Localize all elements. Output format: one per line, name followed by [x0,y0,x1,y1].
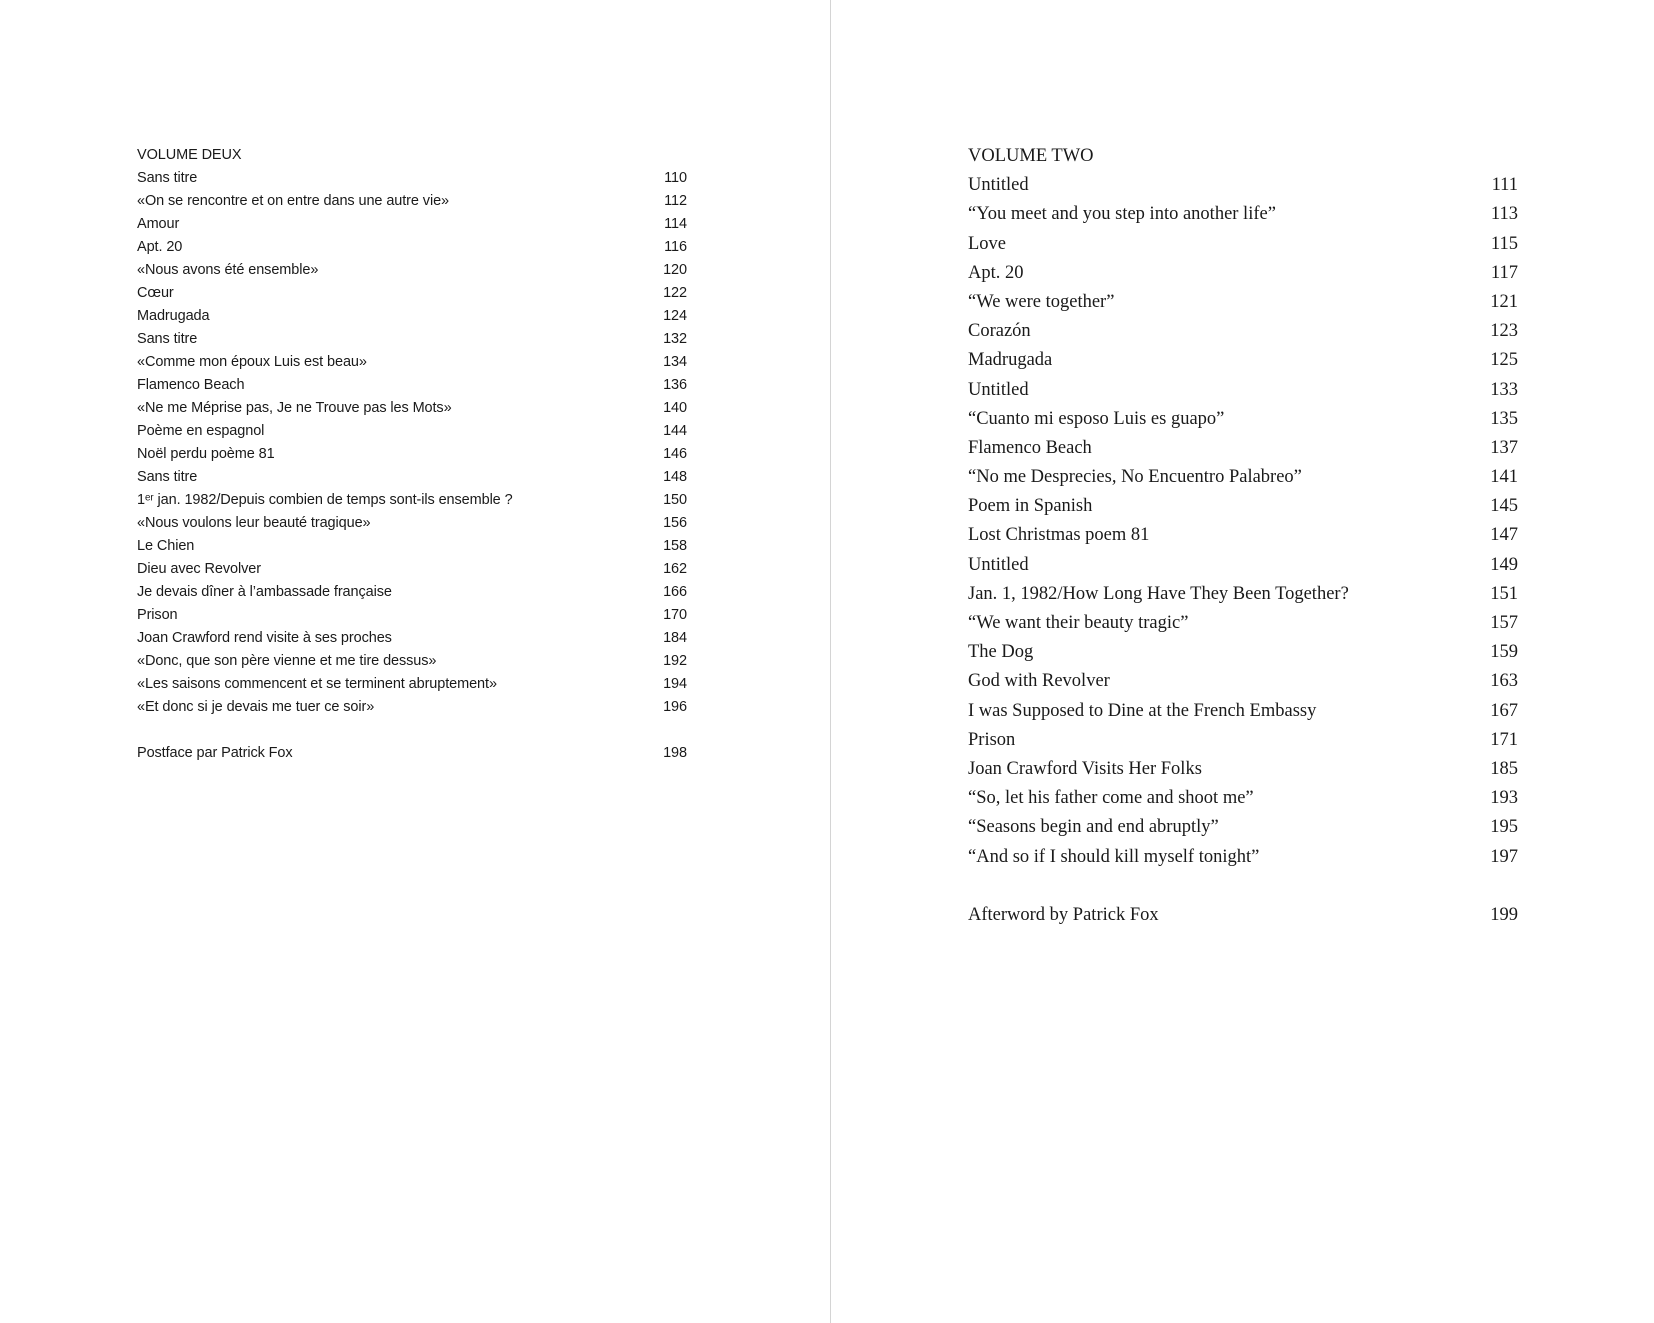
toc-entry [968,492,1518,521]
toc-entry-page: 116 [664,239,687,255]
toc-entry-page: 125 [1490,350,1518,371]
toc-entry-page: 122 [663,285,687,301]
toc-entry [968,171,1518,200]
left-page-toc [137,144,687,765]
toc-entry-page: 162 [663,561,687,577]
toc-entry [968,288,1518,317]
toc-entry [968,317,1518,346]
toc-entry-page: 113 [1490,204,1518,225]
toc-entry-page: 195 [1490,817,1518,838]
toc-entry [968,551,1518,580]
toc-entry [968,405,1518,434]
toc-entry [137,443,687,466]
toc-entry-page: 170 [663,607,687,623]
toc-entry [137,466,687,489]
toc-entry [968,200,1518,229]
left-volume-title: VOLUME DEUX [137,147,242,163]
toc-entry-page: 136 [663,377,687,393]
toc-entry-title: «Et donc si je devais me tuer ce soir» [137,699,375,715]
toc-entry-page: 137 [1490,437,1518,458]
toc-entry-page: 149 [1490,554,1518,575]
toc-entry-title: Noël perdu poème 81 [137,446,275,462]
toc-entry-page: 147 [1490,525,1518,546]
toc-entry-title: Le Chien [137,538,195,554]
toc-entry-title: «Donc, que son père vienne et me tire dessus» [137,653,437,669]
page-gutter [830,0,831,1323]
toc-entry-title: “We were together” [968,291,1115,312]
toc-entry-title: Poem in Spanish [968,496,1093,517]
toc-entry-page: 135 [1490,408,1518,429]
toc-entry [968,580,1518,609]
toc-entry [968,667,1518,696]
toc-entry [968,843,1518,872]
toc-entry [968,638,1518,667]
toc-entry [137,604,687,627]
toc-entry [968,755,1518,784]
toc-entry-page: 140 [663,400,687,416]
toc-entry-title: “And so if I should kill myself tonight” [968,846,1260,867]
toc-entry-title: Prison [137,607,178,623]
toc-entry-title: Joan Crawford Visits Her Folks [968,758,1202,779]
left-afterword-title: Postface par Patrick Fox [137,745,293,761]
left-toc-list [137,167,687,719]
toc-entry-page: 123 [1490,321,1518,342]
toc-entry-page: 197 [1490,846,1518,867]
toc-entry-page: 194 [663,676,687,692]
toc-entry [968,609,1518,638]
toc-entry-title: Corazón [968,321,1031,342]
right-afterword [968,901,1518,930]
toc-entry [137,236,687,259]
toc-entry [137,581,687,604]
toc-entry-page: 120 [663,262,687,278]
toc-entry-page: 184 [663,630,687,646]
toc-entry [968,346,1518,375]
toc-entry-title: Apt. 20 [137,239,183,255]
toc-entry [137,512,687,535]
toc-entry-page: 157 [1490,613,1518,633]
toc-entry-title: Flamenco Beach [137,377,245,393]
toc-entry-page: 171 [1490,729,1518,750]
toc-entry [137,259,687,282]
toc-entry [137,351,687,374]
toc-entry [968,259,1518,288]
toc-entry [137,213,687,236]
toc-entry-title: «Ne me Méprise pas, Je ne Trouve pas les Mots» [137,400,452,416]
toc-entry-title: 1ᵉʳ jan. 1982/Depuis combien de temps sont-ils ensemble ? [137,492,513,508]
right-toc-list [968,171,1518,872]
toc-entry-title: “No me Desprecies, No Encuentro Palabreo” [968,467,1302,488]
toc-entry-page: 163 [1490,671,1518,692]
toc-entry-page: 114 [664,216,687,232]
toc-entry-page: 134 [663,354,687,370]
toc-entry-page: 156 [663,515,687,531]
toc-entry-page: 146 [663,446,687,462]
toc-entry [968,463,1518,492]
toc-entry-title: «Nous avons été ensemble» [137,262,319,278]
toc-entry-title: Prison [968,729,1016,750]
toc-entry-title: “You meet and you step into another life” [968,204,1276,225]
toc-entry-page: 111 [1491,175,1518,196]
toc-entry [137,535,687,558]
toc-entry-title: «Les saisons commencent et se terminent abruptement» [137,676,497,692]
toc-entry-title: God with Revolver [968,671,1110,692]
toc-entry-title: Poème en espagnol [137,423,265,439]
toc-entry [968,230,1518,259]
toc-entry-title: Untitled [968,175,1029,196]
toc-entry [137,650,687,673]
toc-entry [137,190,687,213]
toc-entry-page: 196 [663,699,687,715]
toc-entry-title: I was Supposed to Dine at the French Embassy [968,700,1317,721]
toc-entry [137,696,687,719]
toc-entry-title: Untitled [968,379,1029,400]
toc-entry [968,376,1518,405]
toc-entry-page: 132 [663,331,687,347]
toc-entry-page: 148 [663,469,687,485]
toc-entry-title: «On se rencontre et on entre dans une autre vie» [137,193,449,209]
toc-entry-title: Madrugada [968,350,1053,371]
toc-entry [137,282,687,305]
toc-entry-page: 167 [1490,700,1518,721]
toc-entry-page: 144 [663,423,687,439]
toc-entry-title: Madrugada [137,308,210,324]
right-afterword-title: Afterword by Patrick Fox [968,904,1159,925]
toc-entry [137,489,687,512]
left-afterword [137,742,687,765]
toc-entry [137,167,687,190]
toc-entry-title: Sans titre [137,469,198,485]
toc-entry [137,305,687,328]
toc-entry-page: 166 [663,584,687,600]
toc-entry-page: 115 [1490,233,1518,254]
toc-entry-title: “So, let his father come and shoot me” [968,788,1254,809]
toc-entry [137,673,687,696]
toc-entry [968,726,1518,755]
toc-entry-page: 158 [663,538,687,554]
toc-entry-title: Cœur [137,285,174,301]
toc-entry-title: Dieu avec Revolver [137,561,261,577]
toc-entry-page: 151 [1490,583,1518,604]
toc-entry-title: Untitled [968,554,1029,575]
toc-entry-page: 124 [663,308,687,324]
toc-entry-title: Sans titre [137,170,198,186]
toc-entry-title: Flamenco Beach [968,437,1092,458]
toc-entry [137,397,687,420]
toc-entry [968,697,1518,726]
toc-entry-title: “Seasons begin and end abruptly” [968,817,1219,838]
toc-entry-page: 150 [663,492,687,508]
toc-entry-page: 133 [1490,379,1518,400]
toc-entry-page: 110 [664,170,687,186]
left-afterword-page: 198 [663,745,687,761]
toc-entry [137,420,687,443]
toc-entry-page: 112 [664,193,687,209]
toc-entry-title: Lost Christmas poem 81 [968,525,1150,546]
toc-entry-page: 192 [663,653,687,669]
toc-entry [968,521,1518,550]
toc-entry-title: Joan Crawford rend visite à ses proches [137,630,392,646]
toc-entry-page: 193 [1490,788,1518,809]
toc-entry-title: “We want their beauty tragic” [968,613,1189,633]
toc-entry-title: «Nous voulons leur beauté tragique» [137,515,371,531]
toc-entry-title: Je devais dîner à l’ambassade française [137,584,392,600]
toc-entry-page: 185 [1490,758,1518,779]
toc-entry-title: Love [968,233,1007,254]
toc-entry [968,434,1518,463]
toc-entry-title: The Dog [968,642,1034,663]
toc-entry-title: Jan. 1, 1982/How Long Have They Been Together? [968,583,1349,604]
toc-entry [137,558,687,581]
toc-entry-title: Apt. 20 [968,262,1024,283]
toc-entry-title: «Comme mon époux Luis est beau» [137,354,367,370]
right-volume-title: VOLUME TWO [968,146,1094,166]
toc-entry [968,784,1518,813]
toc-entry-title: Sans titre [137,331,198,347]
toc-entry [137,627,687,650]
toc-entry-page: 117 [1490,262,1518,283]
toc-entry-page: 121 [1490,291,1518,312]
toc-entry [968,813,1518,842]
toc-entry-page: 145 [1490,496,1518,517]
right-afterword-page: 199 [1490,904,1518,925]
toc-entry-page: 159 [1490,642,1518,663]
toc-entry [137,374,687,397]
toc-entry [137,328,687,351]
toc-entry-title: “Cuanto mi esposo Luis es guapo” [968,408,1225,429]
toc-entry-title: Amour [137,216,180,232]
right-page-toc [968,142,1518,930]
toc-entry-page: 141 [1490,467,1518,488]
